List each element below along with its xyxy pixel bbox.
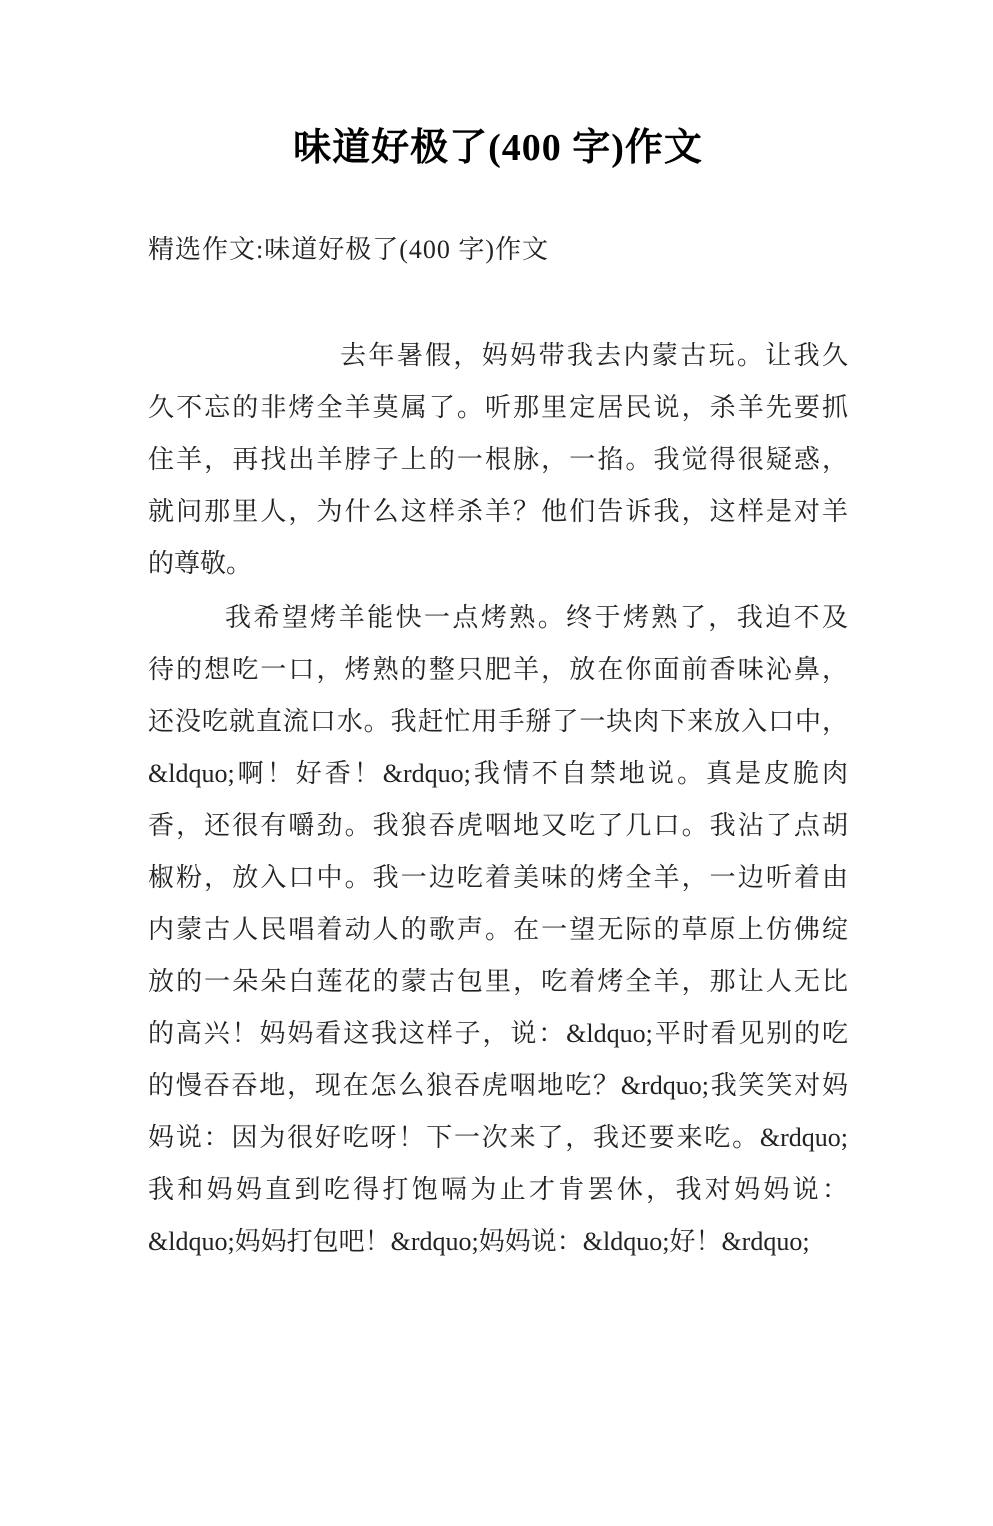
text-line: 还没吃就直流口水。我赶忙用手掰了一块肉下来放入口中， (148, 707, 848, 736)
text-line: 内蒙古人民唱着动人的歌声。在一望无际的草原上仿佛绽 (148, 915, 848, 944)
text-line: 椒粉，放入口中。我一边吃着美味的烤全羊，一边听着由 (148, 863, 848, 892)
text-line: 妈说：因为很好吃呀！下一次来了，我还要来吃。&rdquo; (148, 1123, 848, 1152)
text-line: &ldquo;啊！好香！&rdquo;我情不自禁地说。真是皮脆肉 (148, 759, 848, 788)
essay-body (148, 330, 848, 1268)
document-page (0, 122, 993, 1526)
text-line: 去年暑假，妈妈带我去内蒙古玩。让我久 (340, 341, 848, 370)
text-line: 我希望烤羊能快一点烤熟。终于烤熟了，我迫不及 (225, 603, 848, 632)
text-line: 久不忘的非烤全羊莫属了。听那里定居民说，杀羊先要抓 (148, 393, 848, 422)
paragraph (148, 330, 848, 590)
text-line: 香，还很有嚼劲。我狼吞虎咽地又吃了几口。我沾了点胡 (148, 811, 848, 840)
text-line: 的慢吞吞地，现在怎么狼吞虎咽地吃？&rdquo;我笑笑对妈 (148, 1071, 848, 1100)
lead-line: 精选作文:味道好极了(400 字)作文 (148, 235, 550, 264)
text-line: 就问那里人，为什么这样杀羊？他们告诉我，这样是对羊 (148, 497, 848, 526)
text-line: 的尊敬。 (148, 549, 253, 578)
text-line: 的高兴！妈妈看这我这样子，说：&ldquo;平时看见别的吃 (148, 1019, 848, 1048)
text-line: 放的一朵朵白莲花的蒙古包里，吃着烤全羊，那让人无比 (148, 967, 848, 996)
paragraph (148, 592, 848, 1268)
text-line: 住羊，再找出羊脖子上的一根脉，一掐。我觉得很疑惑， (148, 445, 848, 474)
text-line: &ldquo;妈妈打包吧！&rdquo;妈妈说：&ldquo;好！&rdquo; (148, 1227, 810, 1256)
text-line: 待的想吃一口，烤熟的整只肥羊，放在你面前香味沁鼻， (148, 655, 848, 684)
document-title: 味道好极了(400 字)作文 (293, 127, 703, 169)
text-line: 我和妈妈直到吃得打饱嗝为止才肯罢休，我对妈妈说： (148, 1175, 848, 1204)
